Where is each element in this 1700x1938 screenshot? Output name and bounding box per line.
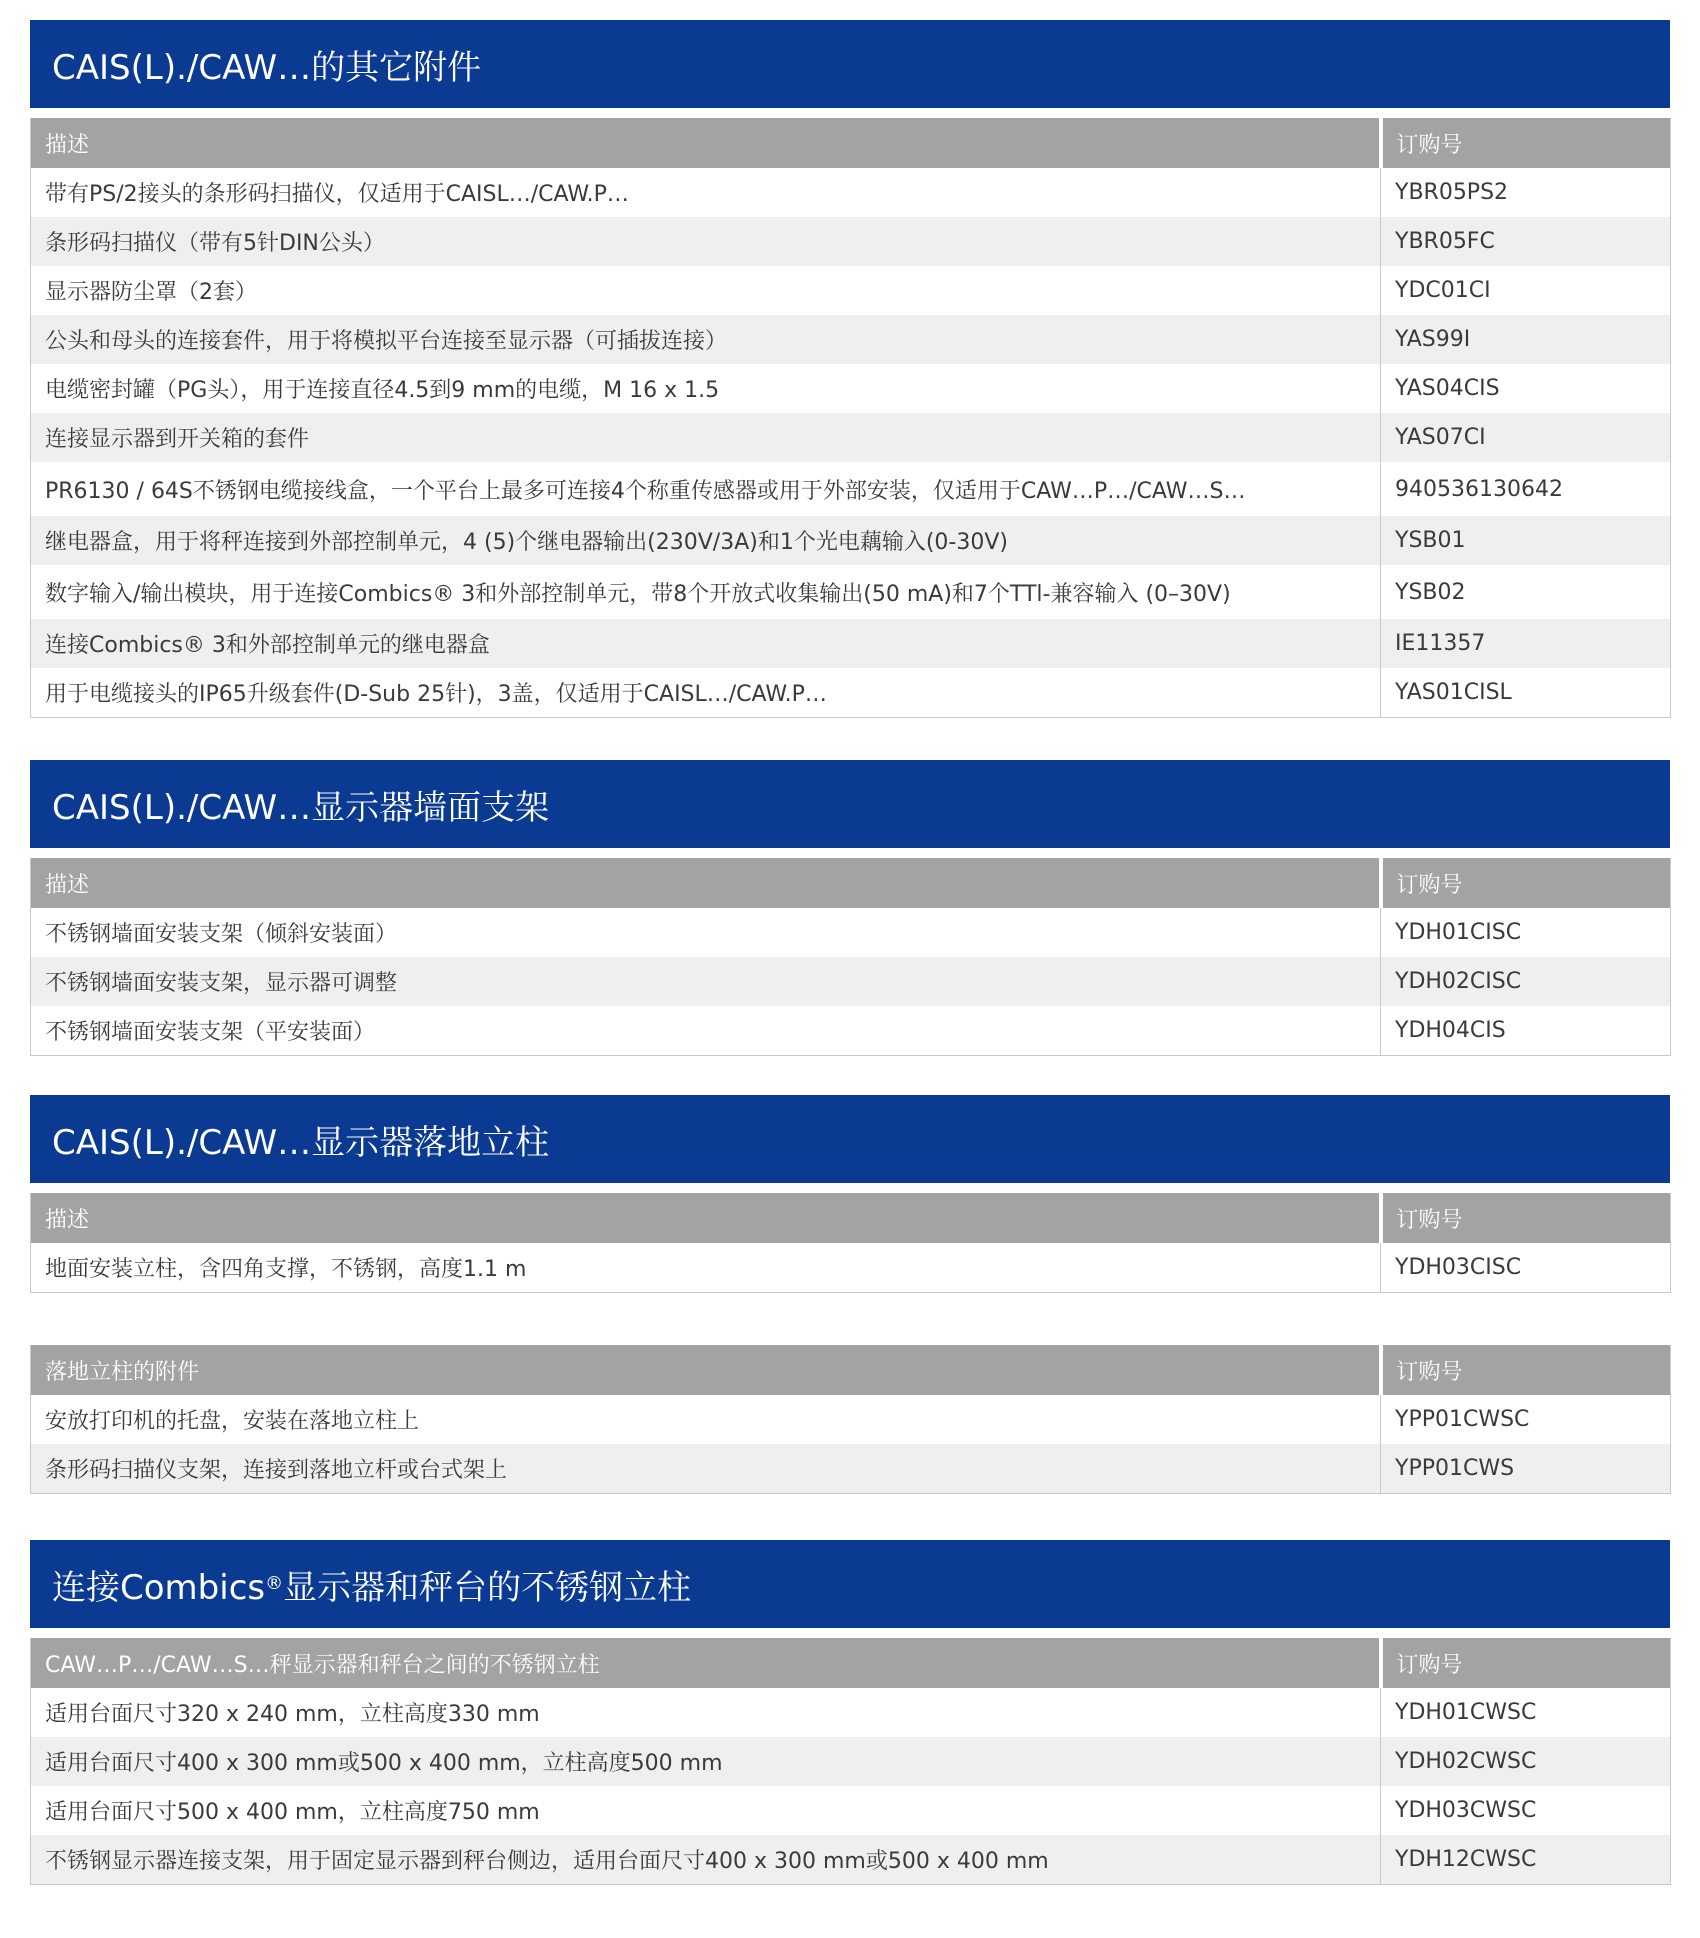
description-cell: 不锈钢墙面安装支架，显示器可调整 xyxy=(31,957,1381,1006)
table-row xyxy=(31,462,1671,516)
order-number-cell: YSB01 xyxy=(1381,516,1671,565)
section-floor-column-accessories xyxy=(30,1345,1670,1494)
column-header-description: CAW…P…/CAW…S…秤显示器和秤台之间的不锈钢立柱 xyxy=(31,1638,1381,1688)
column-header-description: 描述 xyxy=(31,1193,1381,1243)
table-row xyxy=(31,908,1671,957)
table-header-row xyxy=(31,1193,1671,1243)
description-cell: 继电器盒，用于将秤连接到外部控制单元，4 (5)个继电器输出(230V/3A)和1个光电藕输入(0-30V) xyxy=(31,516,1381,565)
table-row xyxy=(31,619,1671,668)
table-header-row xyxy=(31,858,1671,908)
column-header-description: 描述 xyxy=(31,858,1381,908)
section-other-accessories xyxy=(30,20,1670,718)
order-number-cell: YPP01CWS xyxy=(1381,1444,1671,1493)
order-number-cell: YAS99I xyxy=(1381,315,1671,364)
order-number-cell: 940536130642 xyxy=(1381,462,1671,516)
description-cell: 用于电缆接头的IP65升级套件(D-Sub 25针)，3盖，仅适用于CAISL…/CAW.P… xyxy=(45,681,827,707)
table-row xyxy=(31,168,1671,217)
order-number-cell: YPP01CWSC xyxy=(1381,1395,1671,1444)
section-wall-bracket xyxy=(30,760,1670,1056)
column-header-order-number: 订购号 xyxy=(1381,118,1671,168)
section-title: 连接Combics ® 显示器和秤台的不锈钢立柱 xyxy=(30,1540,1670,1628)
description-cell: 连接显示器到开关箱的套件 xyxy=(31,413,1381,462)
table-header-row xyxy=(31,1638,1671,1688)
floor-column-accessories-table xyxy=(30,1345,1671,1494)
table-row xyxy=(31,1444,1671,1493)
table-row xyxy=(31,266,1671,315)
column-header-order-number: 订购号 xyxy=(1381,858,1671,908)
order-number-cell: YDH03CWSC xyxy=(1381,1786,1671,1835)
accessories-table xyxy=(30,118,1671,718)
column-header-order-number: 订购号 xyxy=(1381,1638,1671,1688)
description-cell: 地面安装立柱，含四角支撑，不锈钢，高度1.1 m xyxy=(45,1256,527,1282)
section-title: CAIS(L)./CAW…的其它附件 xyxy=(30,20,1670,108)
section-floor-column xyxy=(30,1095,1670,1293)
table-row xyxy=(31,413,1671,462)
column-header-description: 描述 xyxy=(31,118,1381,168)
column-header-order-number: 订购号 xyxy=(1381,1193,1671,1243)
section-title-part: 显示器和秤台的不锈钢立柱 xyxy=(283,1567,692,1608)
order-number-cell: YAS04CIS xyxy=(1381,364,1671,413)
description-cell: 安放打印机的托盘，安装在落地立柱上 xyxy=(45,1409,420,1434)
description-cell: 不锈钢墙面安装支架（倾斜安装面） xyxy=(45,922,398,947)
table-row xyxy=(31,1737,1671,1786)
table-row xyxy=(31,1006,1671,1055)
description-cell: 连接Combics® 3和外部控制单元的继电器盒 xyxy=(31,619,1381,668)
description-cell: 适用台面尺寸500 x 400 mm，立柱高度750 mm xyxy=(45,1800,540,1825)
section-title: CAIS(L)./CAW…显示器墙面支架 xyxy=(30,760,1670,848)
description-cell: 公头和母头的连接套件，用于将模拟平台连接至显示器（可插拔连接） xyxy=(31,315,1381,364)
description-cell: 适用台面尺寸400 x 300 mm或500 x 400 mm，立柱高度500 mm xyxy=(31,1737,1381,1786)
wall-bracket-table xyxy=(30,858,1671,1056)
table-row xyxy=(31,1243,1671,1292)
floor-column-table xyxy=(30,1193,1671,1293)
stainless-column-table xyxy=(30,1638,1671,1885)
description-cell: 不锈钢显示器连接支架，用于固定显示器到秤台侧边，适用台面尺寸400 x 300 mm或500 x 400 mm xyxy=(31,1835,1381,1884)
table-header-row xyxy=(31,1345,1671,1395)
section-stainless-column xyxy=(30,1540,1670,1885)
description-cell: 条形码扫描仪支架，连接到落地立杆或台式架上 xyxy=(31,1444,1381,1493)
column-header-order-number: 订购号 xyxy=(1381,1345,1671,1395)
order-number-cell: YAS07CI xyxy=(1381,413,1671,462)
table-row xyxy=(31,217,1671,266)
table-row xyxy=(31,516,1671,565)
table-row xyxy=(31,1786,1671,1835)
order-number-cell: YDH02CWSC xyxy=(1381,1737,1671,1786)
order-number-cell: YDH04CIS xyxy=(1381,1006,1671,1055)
description-cell: 不锈钢墙面安装支架（平安装面） xyxy=(45,1019,376,1045)
order-number-cell: YSB02 xyxy=(1381,565,1671,619)
description-cell: 带有PS/2接头的条形码扫描仪，仅适用于CAISL…/CAW.P… xyxy=(45,182,629,207)
table-row xyxy=(31,1395,1671,1444)
table-row xyxy=(31,1688,1671,1737)
description-cell: 电缆密封罐（PG头），用于连接直径4.5到9 mm的电缆，M 16 x 1.5 xyxy=(45,378,720,403)
table-row xyxy=(31,315,1671,364)
table-row xyxy=(31,668,1671,717)
table-row xyxy=(31,957,1671,1006)
order-number-cell: YDC01CI xyxy=(1381,266,1671,315)
order-number-cell: YDH02CISC xyxy=(1381,957,1671,1006)
description-cell: 适用台面尺寸320 x 240 mm，立柱高度330 mm xyxy=(45,1702,540,1727)
description-cell: PR6130 / 64S不锈钢电缆接线盒，一个平台上最多可连接4个称重传感器或用于外部安装，仅适用于CAW…P…/CAW…S… xyxy=(45,478,1246,504)
order-number-cell: YDH01CWSC xyxy=(1381,1688,1671,1737)
table-row xyxy=(31,565,1671,619)
order-number-cell: YDH03CISC xyxy=(1381,1243,1671,1292)
order-number-cell: YBR05PS2 xyxy=(1381,168,1671,217)
order-number-cell: YDH12CWSC xyxy=(1381,1835,1671,1884)
section-title-part: 连接Combics xyxy=(52,1567,266,1608)
order-number-cell: YBR05FC xyxy=(1381,217,1671,266)
order-number-cell: YDH01CISC xyxy=(1381,908,1671,957)
description-cell: 显示器防尘罩（2套） xyxy=(45,280,257,305)
description-cell: 数字输入/输出模块，用于连接Combics® 3和外部控制单元，带8个开放式收集输出(50 mA)和7个TTl-兼容输入 (0–30V) xyxy=(45,581,1231,607)
table-row xyxy=(31,364,1671,413)
section-title: CAIS(L)./CAW…显示器落地立柱 xyxy=(30,1095,1670,1183)
order-number-cell: IE11357 xyxy=(1381,619,1671,668)
order-number-cell: YAS01CISL xyxy=(1381,668,1671,717)
column-header-description: 落地立柱的附件 xyxy=(31,1345,1381,1395)
description-cell: 条形码扫描仪（带有5针DIN公头） xyxy=(31,217,1381,266)
table-row xyxy=(31,1835,1671,1884)
table-header-row xyxy=(31,118,1671,168)
